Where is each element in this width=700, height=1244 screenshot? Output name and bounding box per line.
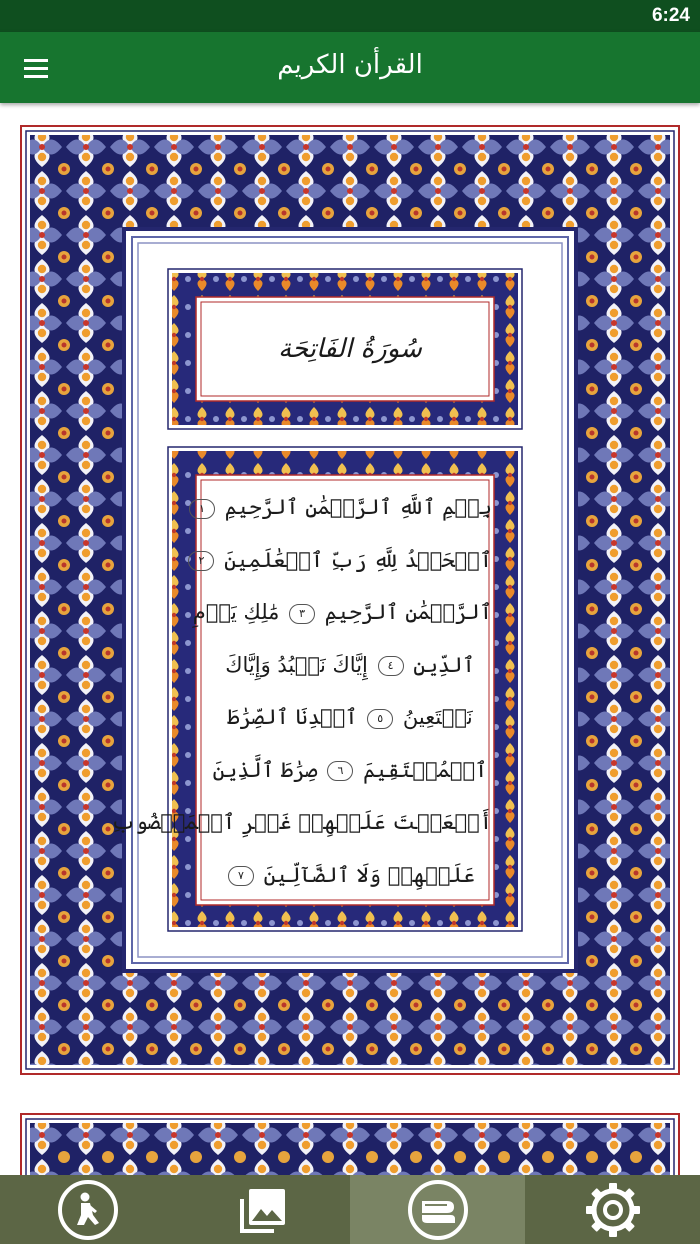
verse-text: ٱلدِّينِ <box>413 652 475 677</box>
verses-block <box>110 477 498 907</box>
verse-line <box>208 744 492 797</box>
status-bar <box>0 0 700 32</box>
verse-line <box>110 796 492 849</box>
mushaf-page-next <box>20 1113 680 1175</box>
nav-books-button[interactable] <box>350 1175 525 1244</box>
verse-text: إِيَّاكَ نَعۡبُدُ وَإِيَّاكَ <box>225 652 368 677</box>
verse-text: ٱلرَّحۡمَٰنِ ٱلرَّحِيمِ <box>324 600 492 624</box>
surah-header <box>202 301 498 397</box>
mushaf-page <box>20 125 680 1075</box>
verse-text: ٱلۡمُسۡتَقِيمَ <box>363 757 488 782</box>
ornamental-frame-next <box>20 1113 680 1175</box>
nav-settings-button[interactable] <box>525 1175 700 1244</box>
verse-text: نَسۡتَعِينُ <box>402 705 473 729</box>
verse-text: مَٰلِكِ يَوۡمِ <box>192 600 280 624</box>
ayah-number-marker: ٧ <box>228 866 254 886</box>
verse-text: بِسۡمِ ٱللَّهِ ٱلرَّحۡمَٰنِ ٱلرَّحِيمِ <box>224 495 492 519</box>
prayer-person-icon <box>57 1179 119 1241</box>
verse-line <box>199 481 492 534</box>
app-title: القرأن الكريم <box>277 50 423 80</box>
ayah-number-marker: ١ <box>189 499 215 519</box>
verse-line <box>208 691 492 744</box>
ayah-number-marker: ٤ <box>378 656 404 676</box>
ayah-number-marker: ٥ <box>367 709 393 729</box>
verse-text: صِرَٰطَ ٱلَّذِينَ <box>212 757 318 782</box>
ayah-number-marker: ٣ <box>289 604 315 624</box>
verse-text: عَلَيۡهِمۡ وَلَا ٱلضَّآلِّينَ <box>263 862 476 887</box>
verse-line <box>198 534 492 587</box>
status-time: 6:24 <box>651 5 690 26</box>
verse-text: أَنۡعَمۡتَ عَلَيۡهِمۡ غَيۡرِ ٱلۡمَغۡضُوبِ <box>110 810 492 834</box>
app-bar <box>0 32 700 103</box>
surah-title: سُورَةُ الفَاتِحَة <box>278 334 422 364</box>
nav-gallery-button[interactable] <box>175 1175 350 1244</box>
verse-text: ٱلۡحَمۡدُ لِلَّهِ رَبِّ ٱلۡعَٰلَمِينَ <box>224 547 492 572</box>
settings-gear-icon <box>582 1179 644 1241</box>
book-stack-icon <box>407 1179 469 1241</box>
bottom-navigation <box>0 1175 700 1244</box>
verse-line <box>192 586 492 639</box>
ayah-number-marker: ٦ <box>327 761 353 781</box>
gallery-icon <box>232 1179 294 1241</box>
verse-line <box>208 849 492 902</box>
ayah-number-marker: ٢ <box>188 551 214 571</box>
verse-line <box>208 639 492 692</box>
mushaf-scroll-view[interactable] <box>0 103 700 1175</box>
verse-text: ٱهۡدِنَا ٱلصِّرَٰطَ <box>227 705 358 729</box>
nav-prayer-button[interactable] <box>0 1175 175 1244</box>
